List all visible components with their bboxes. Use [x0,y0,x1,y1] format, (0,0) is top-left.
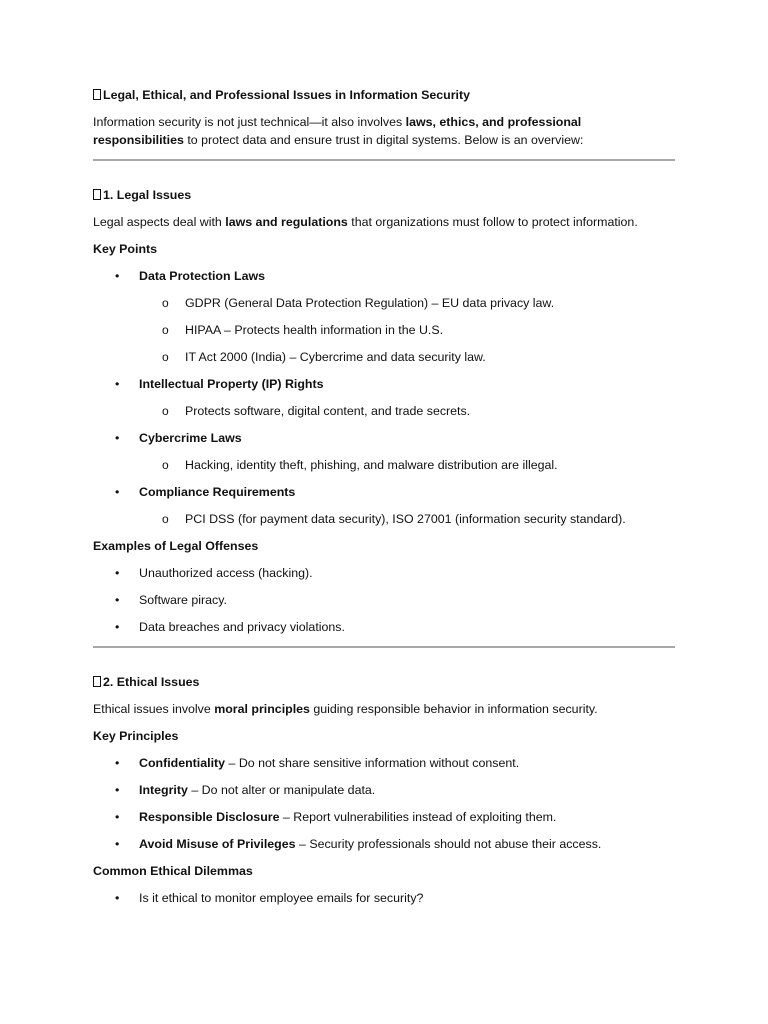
intro-paragraph [93,113,675,149]
bullet-icon: • [115,377,120,391]
ethical-intro-bold: moral principles [214,702,310,716]
list-item [93,835,675,853]
list-item [93,889,675,907]
missing-glyph-icon [93,89,101,100]
legal-heading [93,186,675,204]
key-points-list [93,267,675,528]
list-item [93,591,675,609]
list-item [93,375,675,393]
dilemmas-list [93,889,675,907]
offense-text: Data breaches and privacy violations. [139,620,345,634]
list-item [93,808,675,826]
list-item [93,510,675,528]
principle-label: Responsible Disclosure [139,810,280,824]
sub-item-text: Protects software, digital content, and trade secrets. [185,404,471,418]
legal-intro [93,213,675,231]
list-item [93,267,675,285]
list-item [93,321,675,339]
ethical-heading-text: 2. Ethical Issues [103,675,200,689]
document-title [93,86,675,104]
section-divider [93,646,675,648]
list-item [93,402,675,420]
sub-bullet-icon: o [162,404,169,418]
sub-bullet-icon: o [162,296,169,310]
point-label: Intellectual Property (IP) Rights [139,377,324,391]
offense-text: Software piracy. [139,593,227,607]
principle-text: – Do not alter or manipulate data. [187,783,376,797]
principles-list [93,754,675,853]
bullet-icon: • [115,566,120,580]
list-item [93,483,675,501]
legal-intro-bold: laws and regulations [225,215,348,229]
sub-bullet-icon: o [162,350,169,364]
sub-item-text: PCI DSS (for payment data security), ISO 27001 (information security standard). [185,512,626,526]
bullet-icon: • [115,837,120,851]
sub-item-text: GDPR (General Data Protection Regulation) – EU data privacy law. [185,296,555,310]
principles-label: Key Principles [93,729,179,743]
sub-item-text: Hacking, identity theft, phishing, and malware distribution are illegal. [185,458,558,472]
principle-label: Avoid Misuse of Privileges [139,837,296,851]
principle-label: Integrity [139,783,188,797]
offenses-list [93,564,675,636]
ethical-heading [93,673,675,691]
intro-text-1: Information security is not just technical—it also involves [93,115,406,129]
missing-glyph-icon [93,676,101,687]
section-divider [93,159,675,161]
bullet-icon: • [115,431,120,445]
list-item [93,429,675,447]
bullet-icon: • [115,620,120,634]
list-item [93,564,675,582]
sub-bullet-icon: o [162,323,169,337]
legal-intro-text-2: that organizations must follow to protect information. [347,215,638,229]
point-label: Data Protection Laws [139,269,265,283]
principle-text: – Security professionals should not abuse their access. [295,837,602,851]
intro-text-2: to protect data and ensure trust in digital systems. Below is an overview: [183,133,584,147]
principle-text: – Do not share sensitive information without consent. [225,756,520,770]
legal-intro-text-1: Legal aspects deal with [93,215,226,229]
sub-item-text: HIPAA – Protects health information in the U.S. [185,323,444,337]
title-text: Legal, Ethical, and Professional Issues in Information Security [103,88,470,102]
list-item [93,754,675,772]
dilemmas-label: Common Ethical Dilemmas [93,864,253,878]
bullet-icon: • [115,269,120,283]
dilemma-text: Is it ethical to monitor employee emails for security? [139,891,424,905]
bullet-icon: • [115,756,120,770]
intro-bold: laws, ethics, and professional responsibilities [93,115,582,147]
key-points-label: Key Points [93,242,158,256]
sub-bullet-icon: o [162,512,169,526]
bullet-icon: • [115,810,120,824]
ethical-intro-text-1: Ethical issues involve [93,702,215,716]
ethical-intro-text-2: guiding responsible behavior in information security. [309,702,598,716]
list-item [93,781,675,799]
bullet-icon: • [115,593,120,607]
offense-text: Unauthorized access (hacking). [139,566,313,580]
list-item [93,456,675,474]
bullet-icon: • [115,485,120,499]
list-item [93,294,675,312]
document-page [93,86,675,907]
principle-label: Confidentiality [139,756,226,770]
bullet-icon: • [115,783,120,797]
missing-glyph-icon [93,189,101,200]
point-label: Cybercrime Laws [139,431,242,445]
sub-bullet-icon: o [162,458,169,472]
offenses-label: Examples of Legal Offenses [93,539,259,553]
principle-text: – Report vulnerabilities instead of exploiting them. [279,810,557,824]
legal-heading-text: 1. Legal Issues [103,188,192,202]
bullet-icon: • [115,891,120,905]
point-label: Compliance Requirements [139,485,296,499]
sub-item-text: IT Act 2000 (India) – Cybercrime and data security law. [185,350,486,364]
ethical-intro [93,700,675,718]
list-item [93,348,675,366]
list-item [93,618,675,636]
